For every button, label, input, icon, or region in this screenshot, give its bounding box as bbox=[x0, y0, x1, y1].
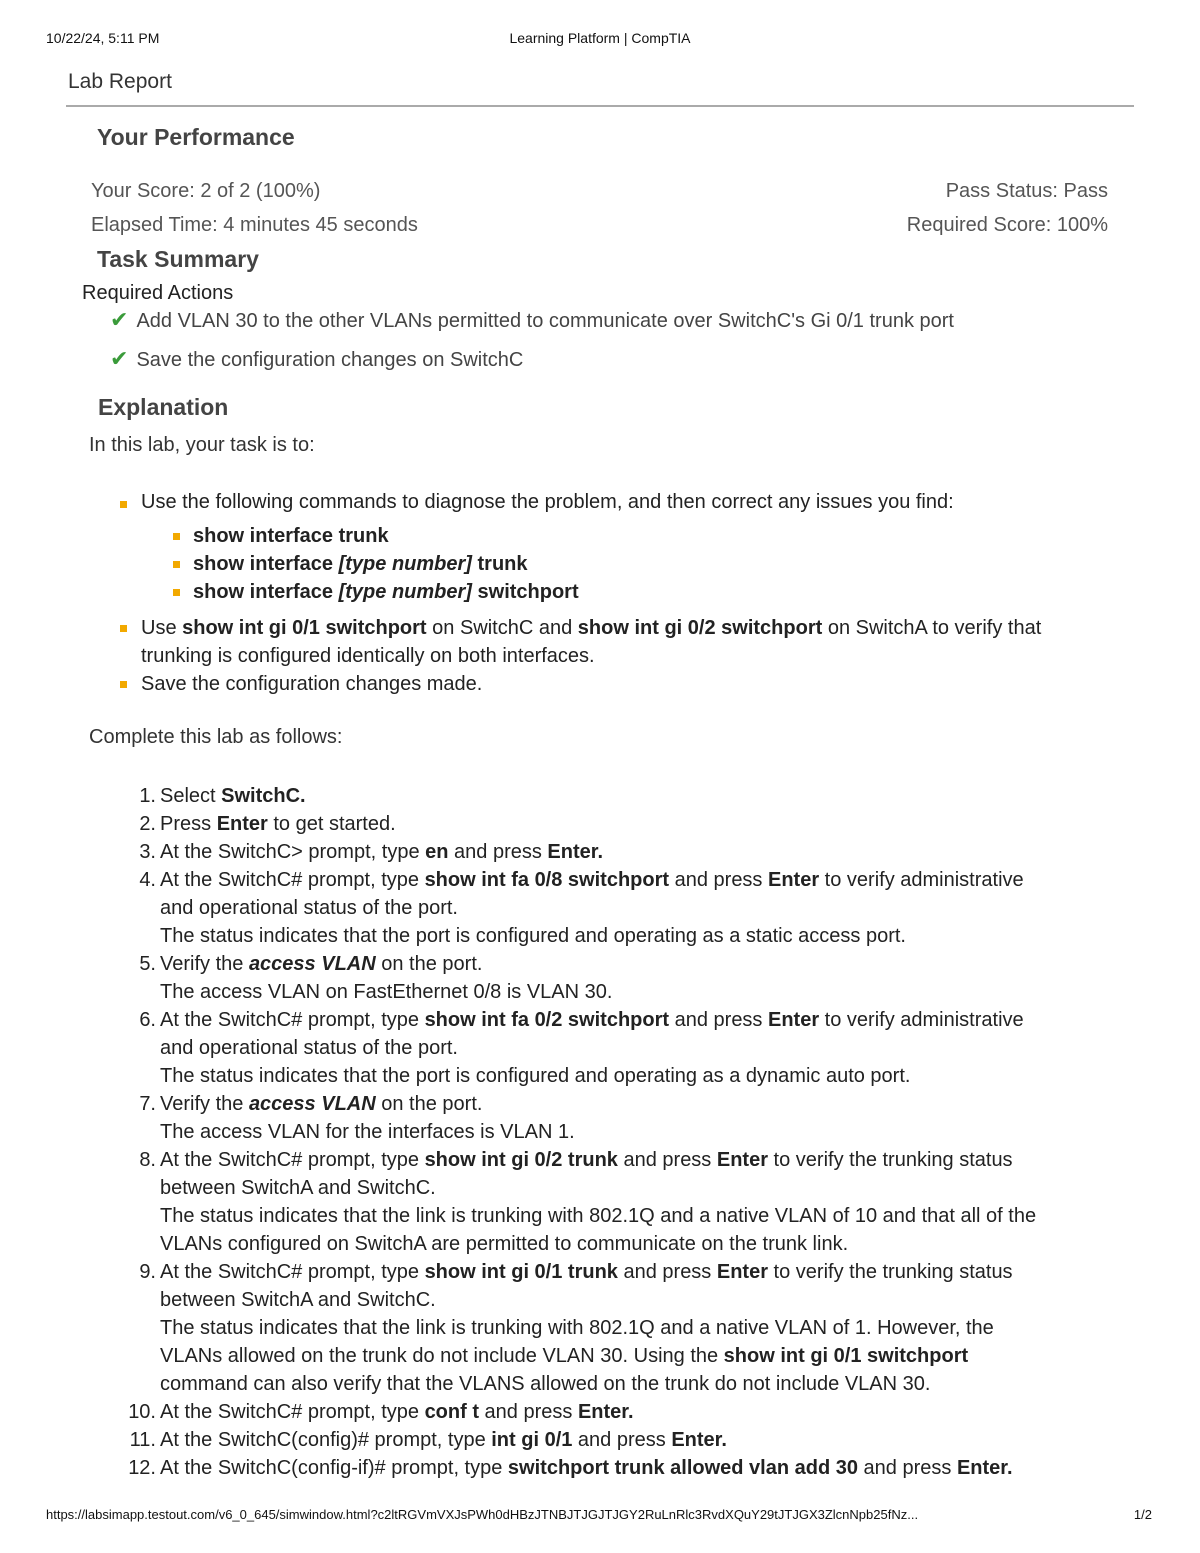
step-continuation: between SwitchA and SwitchC. bbox=[160, 1177, 436, 1199]
step-item: 12. At the SwitchC(config-if)# prompt, type switchport trunk allowed vlan add 30 and press Enter. bbox=[128, 1457, 1013, 1479]
print-datetime: 10/22/24, 5:11 PM bbox=[46, 30, 160, 46]
step-note: The status indicates that the link is trunking with 802.1Q and a native VLAN of 1. However, the bbox=[160, 1317, 994, 1339]
title-divider bbox=[66, 105, 1134, 107]
required-action-item: ✔ Save the configuration changes on SwitchC bbox=[110, 346, 524, 371]
step-note: The status indicates that the port is configured and operating as a dynamic auto port. bbox=[160, 1065, 911, 1087]
step-note: VLANs allowed on the trunk do not include VLAN 30. Using the show int gi 0/1 switchport bbox=[160, 1345, 969, 1367]
step-continuation: and operational status of the port. bbox=[160, 1037, 458, 1059]
lab-report-title: Lab Report bbox=[68, 70, 172, 93]
intro-text: In this lab, your task is to: bbox=[89, 434, 315, 456]
square-bullet-icon bbox=[120, 625, 127, 632]
print-url: https://labsimapp.testout.com/v6_0_645/simwindow.html?c2ltRGVmVXJsPWh0dHBzJTNBJTJGJTJGY2RuLnRlc3RvdXQuY29tJTJGX3ZlcnNpb25fNz... bbox=[46, 1507, 919, 1522]
score-text: Your Score: 2 of 2 (100%) bbox=[91, 180, 321, 202]
required-actions-label: Required Actions bbox=[82, 282, 234, 304]
task-bullet-continuation: trunking is configured identically on both interfaces. bbox=[141, 645, 595, 667]
task-bullet: Use the following commands to diagnose the problem, and then correct any issues you find: bbox=[141, 491, 954, 513]
step-continuation: and operational status of the port. bbox=[160, 897, 458, 919]
task-bullet: Use show int gi 0/1 switchport on SwitchC and show int gi 0/2 switchport on SwitchA to verify that bbox=[141, 617, 1042, 639]
square-bullet-icon bbox=[173, 561, 180, 568]
step-item: 11. At the SwitchC(config)# prompt, type int gi 0/1 and press Enter. bbox=[129, 1429, 727, 1451]
square-bullet-icon bbox=[120, 501, 127, 508]
complete-intro-text: Complete this lab as follows: bbox=[89, 726, 343, 748]
explanation-heading: Explanation bbox=[98, 394, 229, 420]
step-item: 6. At the SwitchC# prompt, type show int fa 0/2 switchport and press Enter to verify administrative bbox=[139, 1009, 1024, 1031]
step-note: command can also verify that the VLANS allowed on the trunk do not include VLAN 30. bbox=[160, 1373, 931, 1395]
step-item: 2. Press Enter to get started. bbox=[139, 813, 396, 835]
step-item: 7. Verify the access VLAN on the port. bbox=[139, 1093, 483, 1115]
step-item: 10. At the SwitchC# prompt, type conf t and press Enter. bbox=[128, 1401, 634, 1423]
checkmark-icon: ✔ bbox=[110, 307, 129, 332]
step-item: 9. At the SwitchC# prompt, type show int gi 0/1 trunk and press Enter to verify the trunking status bbox=[139, 1261, 1013, 1283]
task-summary-heading: Task Summary bbox=[97, 246, 259, 272]
step-continuation: between SwitchA and SwitchC. bbox=[160, 1289, 436, 1311]
required-action-item: ✔ Add VLAN 30 to the other VLANs permitted to communicate over SwitchC's Gi 0/1 trunk port bbox=[110, 307, 954, 332]
print-page-number: 1/2 bbox=[1133, 1507, 1152, 1522]
command-item: show interface trunk bbox=[193, 525, 389, 547]
step-item: 5. Verify the access VLAN on the port. bbox=[139, 953, 483, 975]
pass-status-text: Pass Status: Pass bbox=[945, 180, 1108, 202]
elapsed-time-text: Elapsed Time: 4 minutes 45 seconds bbox=[91, 214, 418, 236]
command-item: show interface [type number] switchport bbox=[193, 581, 579, 603]
task-bullet: Save the configuration changes made. bbox=[141, 673, 483, 695]
required-score-text: Required Score: 100% bbox=[906, 214, 1108, 236]
steps-list bbox=[120, 782, 1120, 1482]
step-item: 8. At the SwitchC# prompt, type show int gi 0/2 trunk and press Enter to verify the trunking status bbox=[139, 1149, 1013, 1171]
step-item: 1. Select SwitchC. bbox=[139, 785, 306, 807]
square-bullet-icon bbox=[173, 533, 180, 540]
square-bullet-icon bbox=[173, 589, 180, 596]
print-page-title: Learning Platform | CompTIA bbox=[509, 30, 691, 46]
step-item: 4. At the SwitchC# prompt, type show int fa 0/8 switchport and press Enter to verify administrative bbox=[139, 869, 1024, 891]
step-item: 3. At the SwitchC> prompt, type en and press Enter. bbox=[139, 841, 603, 863]
square-bullet-icon bbox=[120, 681, 127, 688]
step-note: The access VLAN for the interfaces is VLAN 1. bbox=[160, 1121, 575, 1143]
step-note: The status indicates that the link is trunking with 802.1Q and a native VLAN of 10 and that all of the bbox=[160, 1205, 1037, 1227]
step-note: The status indicates that the port is configured and operating as a static access port. bbox=[160, 925, 906, 947]
performance-heading: Your Performance bbox=[97, 124, 295, 150]
step-note: VLANs configured on SwitchA are permitted to communicate on the trunk link. bbox=[160, 1233, 849, 1255]
command-item: show interface [type number] trunk bbox=[193, 553, 528, 575]
checkmark-icon: ✔ bbox=[110, 346, 129, 371]
step-note: The access VLAN on FastEthernet 0/8 is VLAN 30. bbox=[160, 981, 613, 1003]
